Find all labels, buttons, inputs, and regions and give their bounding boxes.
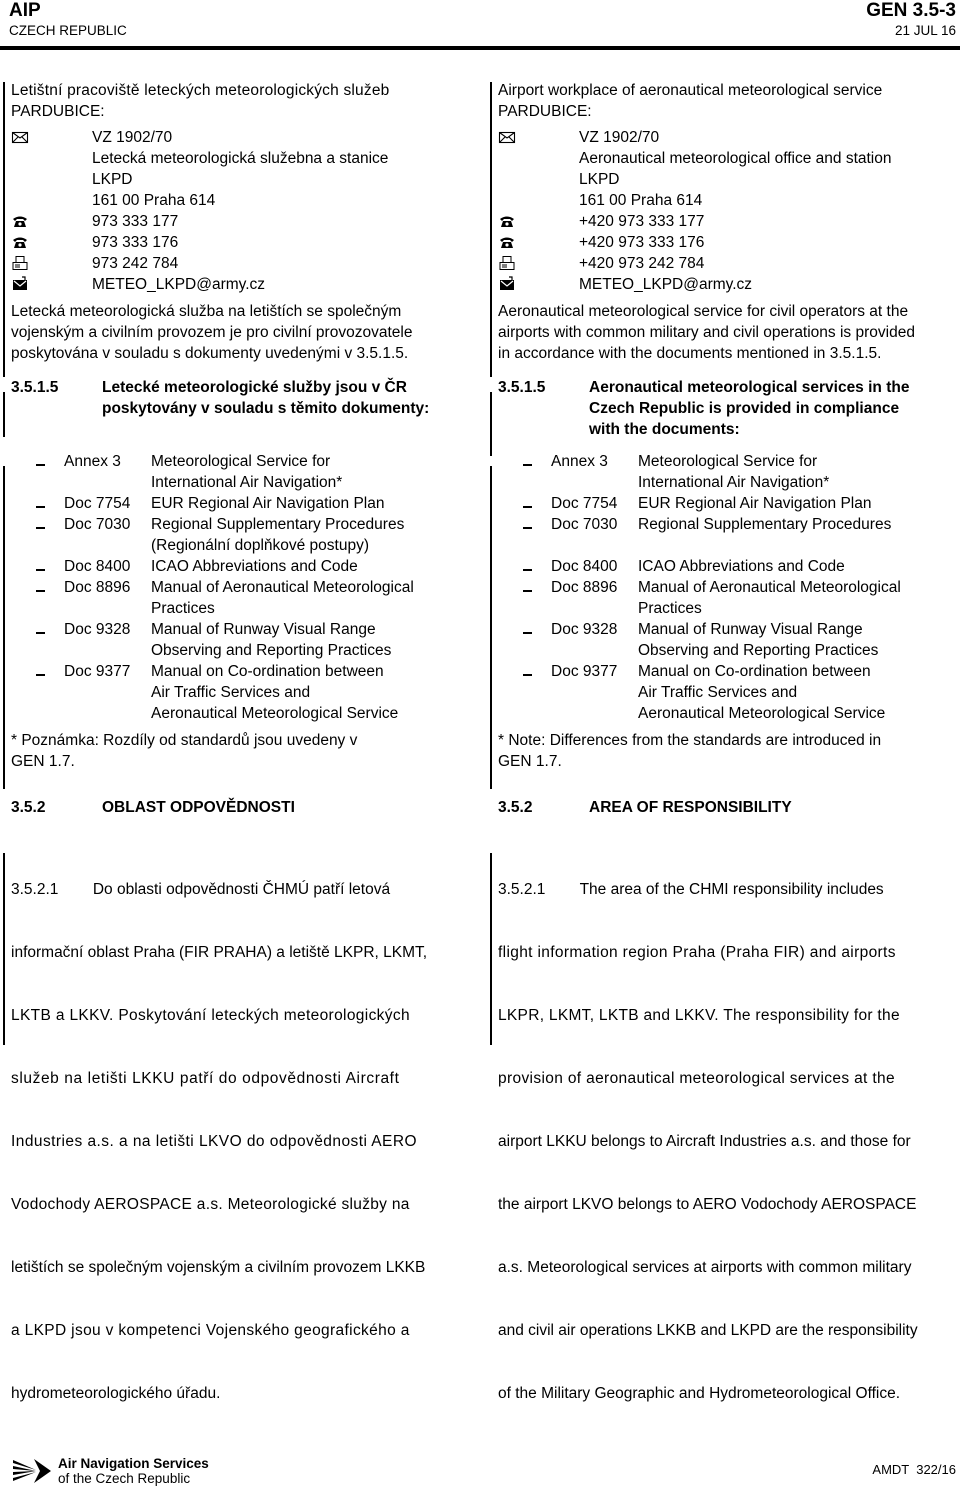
telephone-icon [11, 234, 29, 251]
envelope-icon [11, 129, 29, 146]
section-3-5-1-5-heading: 3.5.1.5 Letecké meteorologické služby jsou v ČR poskytovány v souladu s těmito dokumenty: [11, 379, 430, 417]
note: * Note: Differences from the standards are introduced in GEN 1.7. [498, 732, 882, 770]
effective-date: 21 JUL 16 [894, 23, 956, 38]
workplace-title: Airport workplace of aeronautical meteorological service [498, 82, 883, 99]
ans-cr-logo-icon [12, 1458, 52, 1484]
page-number: GEN 3.5-3 [866, 0, 956, 21]
change-bar [490, 82, 492, 377]
email-icon [11, 276, 29, 293]
responsibility-paragraph: 3.5.2.1 Do oblasti odpovědnosti ČHMÚ patří letová informační oblast Praha (FIR PRAHA) a letiště LKPR, LKMT, LKTB a LKKV. Poskytování leteckých meteorologických služeb na letišti LKKU patří do odpovědnosti Aircraft Industries a.s. a na letišti LKVO do odpovědnosti AERO Vodochody AEROSPACE a.s. Meteorologické služby na letištích se společným vojenským a civilním provozem LKKB a LKPD jsou v kompetenci Vojenského geografického a hydrometeorologického úřadu. [11, 881, 428, 1402]
service-paragraph: Aeronautical meteorological service for civil operators at the airports with common military and civil operations is provided in accordance with the documents mentioned in 3.5.1.5. [498, 303, 915, 362]
workplace-place: PARDUBICE: [11, 103, 105, 120]
phone-line: +420 973 333 177 [498, 211, 960, 232]
change-bar [3, 392, 5, 437]
responsibility-paragraph: 3.5.2.1 The area of the CHMI responsibility includes flight information region Praha (Praha FIR) and airports LKPR, LKMT, LKTB and LKKV. The responsibility for the provision of aeronautical meteorological services at the airport LKKU belongs to Aircraft Industries a.s. and those for the airport LKVO belongs to AERO Vodochody AEROSPACE a.s. Meteorological services at airports with common military and civil air operations LKKB and LKPD are the responsibility of the Military Geographic and Hydrometeorological Office. [498, 881, 918, 1402]
documents-list: Annex 3 Meteorological Service for International Air Navigation* Doc 7754 EUR Regional Air Navigation Plan Doc 7030 Regional Supplementary Procedures Doc 8400 ICAO Abbreviations and Code Doc 8896 Manual of Aeronautical Meteorological Practices Doc 9328 Manual of Runway Visual Range Observing and Reporting Practices Doc 9377 Manual on Co-ordination between Air Traffic Services and Aeronautical Meteorological Service [498, 451, 960, 724]
section-3-5-2-heading: 3.5.2 OBLAST ODPOVĚDNOSTI [11, 799, 295, 816]
doc-title: AIP [9, 0, 41, 21]
header-rule [0, 46, 960, 50]
phone-line: +420 973 333 176 [498, 232, 960, 253]
section-3-5-1-5-heading: 3.5.1.5 Aeronautical meteorological services in the Czech Republic is provided in compliance with the documents: [498, 379, 910, 438]
amendment-number: AMDT 322/16 [872, 1462, 956, 1477]
change-bar [3, 466, 5, 789]
telephone-icon [11, 213, 29, 230]
change-bar [490, 853, 492, 1045]
org-name-line1: Air Navigation Services [58, 1456, 209, 1471]
list-item: Doc 9377 Manual on Co-ordination between [11, 661, 473, 682]
address-line: LKPD [92, 171, 133, 188]
change-bar [3, 853, 5, 1045]
email-line: METEO_LKPD@army.cz [498, 274, 960, 295]
address-line: VZ 1902/70 [498, 127, 960, 148]
address-line: Letecká meteorologická služebna a stanice [92, 150, 389, 167]
telephone-icon [498, 234, 516, 251]
english-column [498, 80, 960, 1446]
address-line: VZ 1902/70 [11, 127, 473, 148]
page-footer [0, 1440, 960, 1488]
contact-block [11, 127, 473, 295]
workplace-title: Letištní pracoviště leteckých meteorologických služeb [11, 82, 390, 99]
change-bar [490, 466, 492, 789]
contact-block [498, 127, 960, 295]
email-line: METEO_LKPD@army.cz [11, 274, 473, 295]
list-item: Annex 3 Meteorological Service for [11, 451, 473, 472]
list-item: Doc 7754 EUR Regional Air Navigation Plan [11, 493, 473, 514]
czech-column [11, 80, 473, 1446]
address-line: LKPD [579, 171, 620, 188]
workplace-place: PARDUBICE: [498, 103, 592, 120]
note: * Poznámka: Rozdíly od standardů jsou uvedeny v GEN 1.7. [11, 732, 358, 770]
country-label: CZECH REPUBLIC [9, 23, 127, 38]
page-header [0, 0, 960, 50]
service-paragraph: Letecká meteorologická služba na letištích se společným vojenským a civilním provozem je pro civilní provozovatele poskytována v souladu s dokumenty uvedenými v 3.5.1.5. [11, 303, 413, 362]
list-item: Doc 7754 EUR Regional Air Navigation Plan [498, 493, 960, 514]
fax-icon [11, 255, 29, 272]
email-icon [498, 276, 516, 293]
address-line: Aeronautical meteorological office and station [579, 150, 892, 167]
list-item: Doc 8400 ICAO Abbreviations and Code [11, 556, 473, 577]
list-item: Doc 9377 Manual on Co-ordination between [498, 661, 960, 682]
address-line: 161 00 Praha 614 [579, 192, 703, 209]
fax-icon [498, 255, 516, 272]
list-item: Doc 9328 Manual of Runway Visual Range [498, 619, 960, 640]
documents-list: Annex 3 Meteorological Service for International Air Navigation* Doc 7754 EUR Regional Air Navigation Plan Doc 7030 Regional Supplementary Procedures (Regionální doplňkové postupy) Doc 8400 ICAO Abbreviations and Code Doc 8896 Manual of Aeronautical Meteorological Practices Doc 9328 Manual of Runway Visual Range Observing and Reporting Practices Doc 9377 Manual on Co-ordination between Air Traffic Services and Aeronautical Meteorological Service [11, 451, 473, 724]
change-bar [3, 82, 5, 377]
phone-line: 973 333 177 [11, 211, 473, 232]
change-bar [490, 392, 492, 456]
list-item: Annex 3 Meteorological Service for [498, 451, 960, 472]
telephone-icon [498, 213, 516, 230]
phone-line: 973 333 176 [11, 232, 473, 253]
list-item: Doc 8896 Manual of Aeronautical Meteorological [11, 577, 473, 598]
fax-line: +420 973 242 784 [498, 253, 960, 274]
list-item: Doc 8400 ICAO Abbreviations and Code [498, 556, 960, 577]
section-3-5-2-heading: 3.5.2 AREA OF RESPONSIBILITY [498, 799, 792, 816]
org-name-line2: of the Czech Republic [58, 1471, 191, 1486]
address-line: 161 00 Praha 614 [92, 192, 216, 209]
list-item: Doc 9328 Manual of Runway Visual Range [11, 619, 473, 640]
envelope-icon [498, 129, 516, 146]
list-item: Doc 7030 Regional Supplementary Procedures [11, 514, 473, 535]
fax-line: 973 242 784 [11, 253, 473, 274]
list-item: Doc 8896 Manual of Aeronautical Meteorological [498, 577, 960, 598]
list-item: Doc 7030 Regional Supplementary Procedures [498, 514, 960, 535]
